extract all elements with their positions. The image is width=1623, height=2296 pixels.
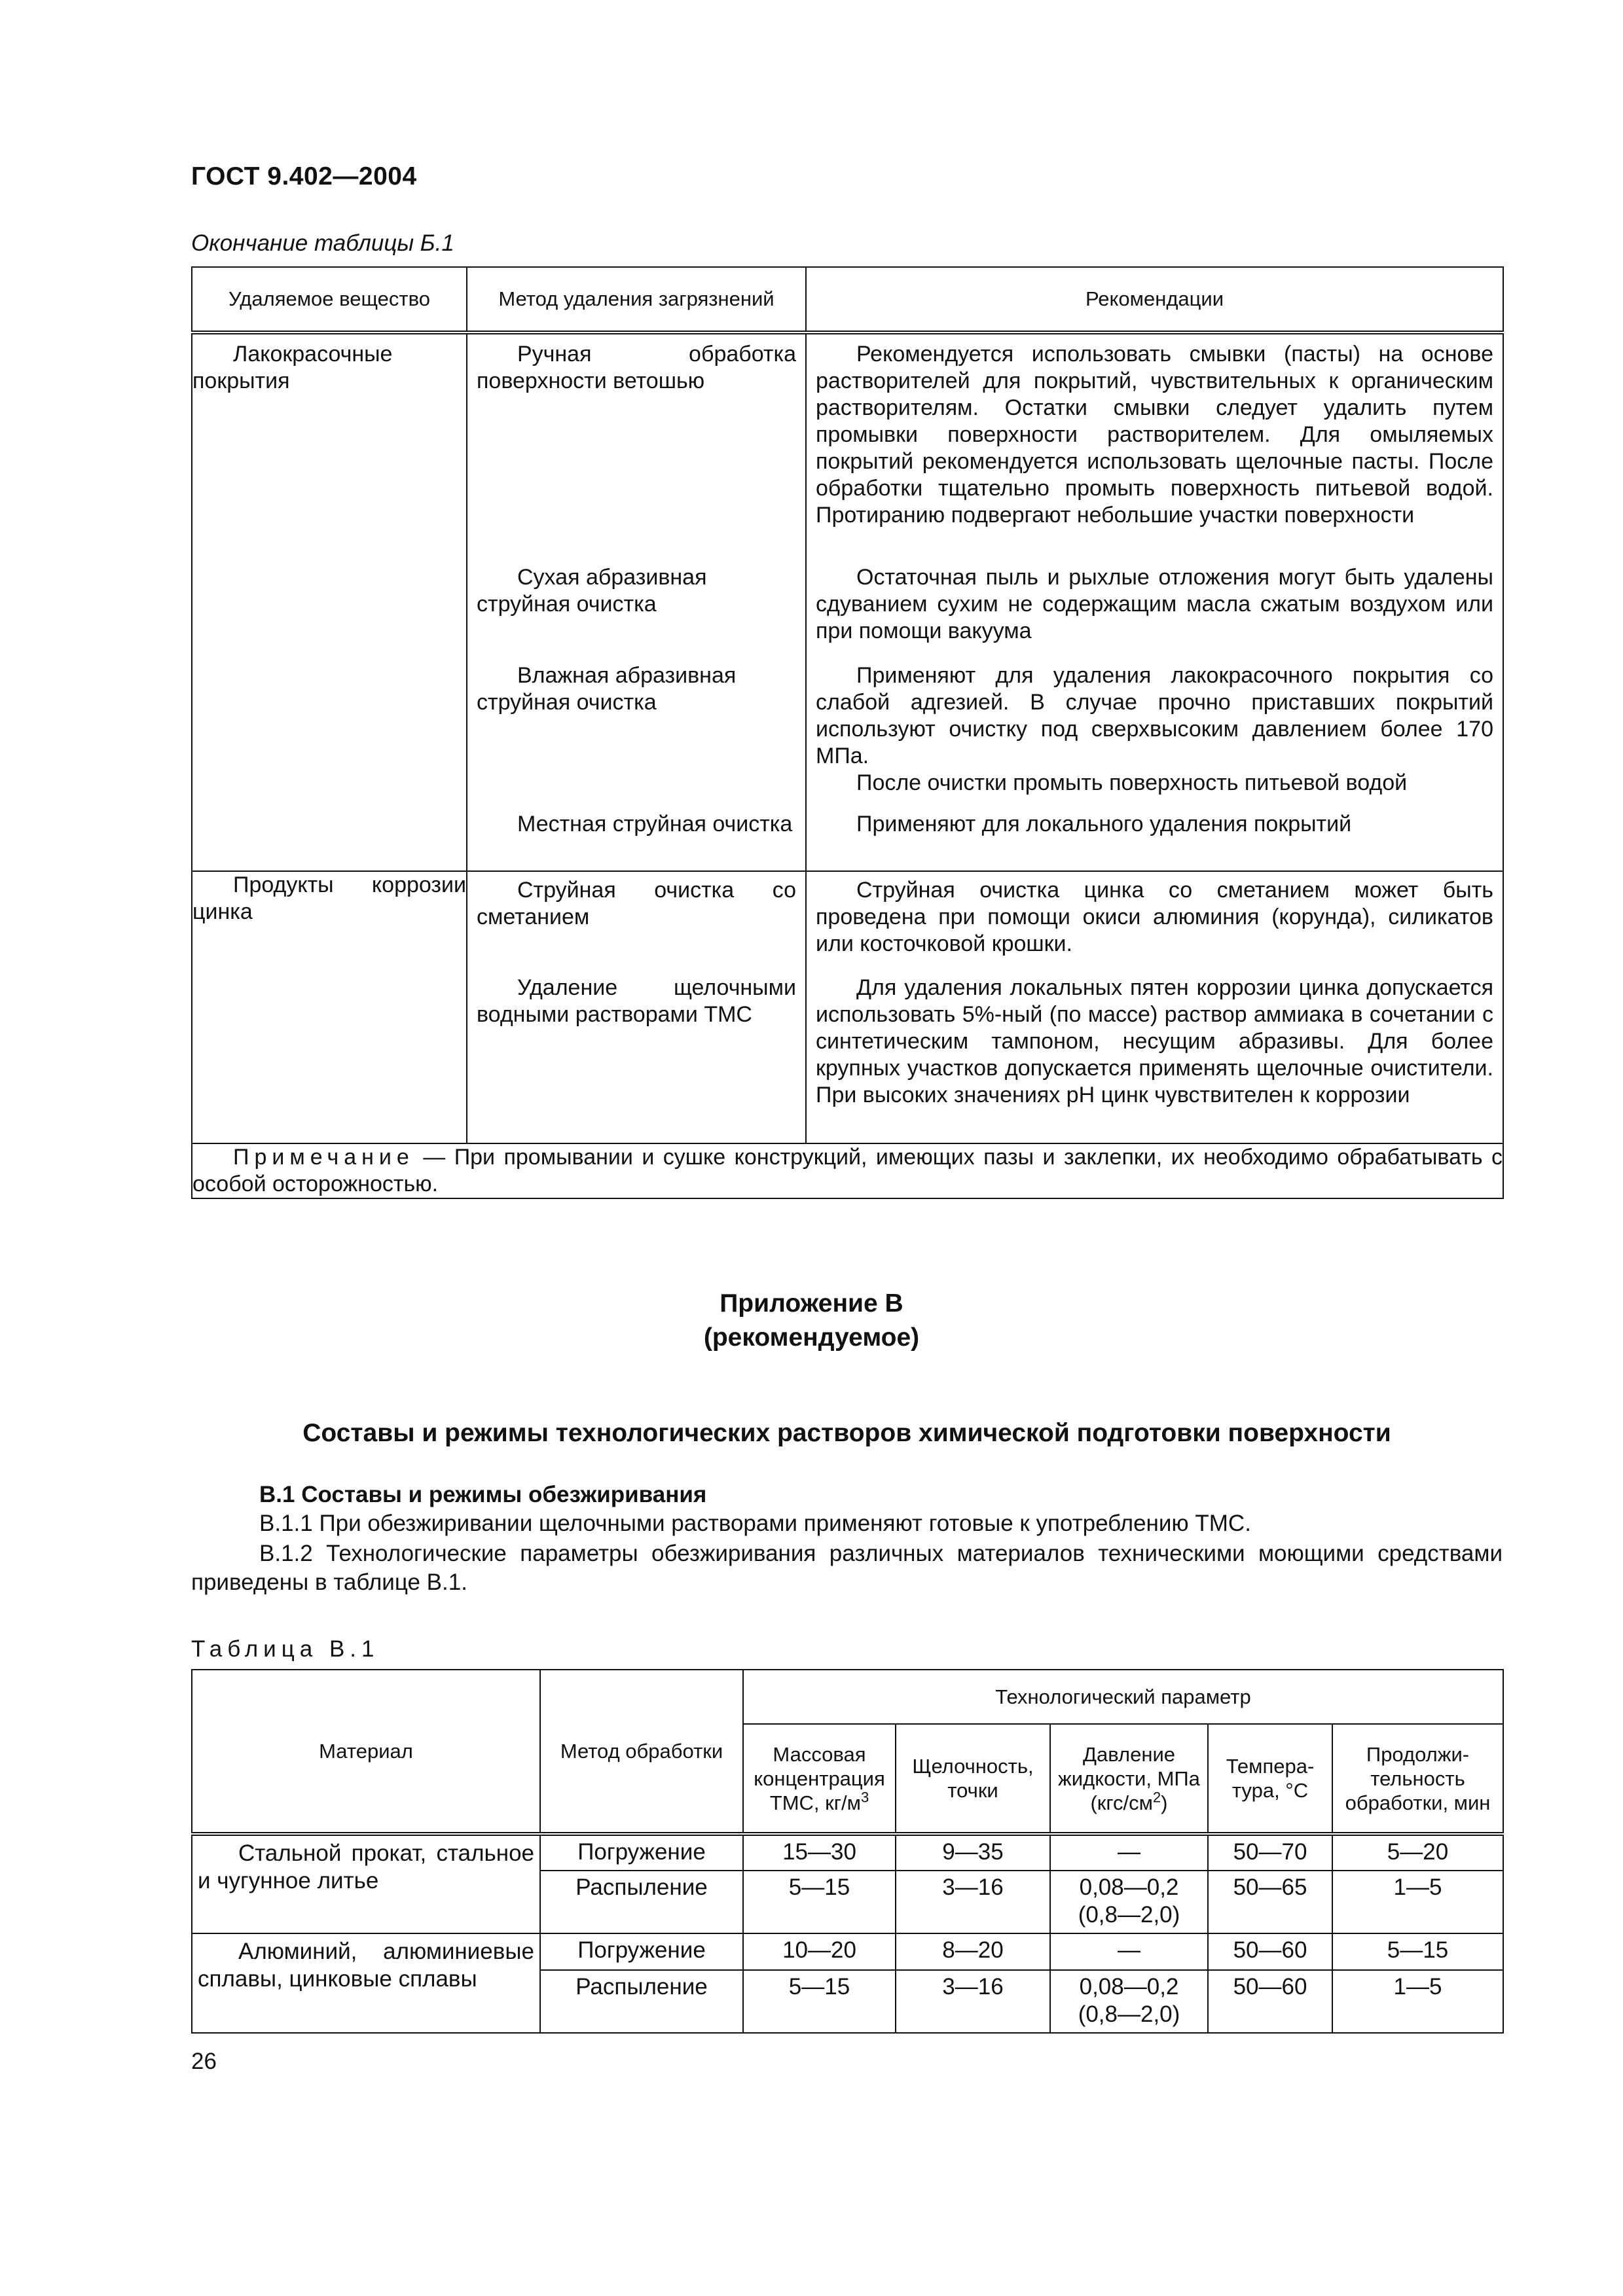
temperature-cell: 50—65: [1208, 1871, 1332, 1933]
pressure-cell: —: [1050, 1834, 1208, 1871]
table-continuation-caption: Окончание таблицы Б.1: [191, 230, 454, 256]
concentration-cell: 5—15: [743, 1970, 896, 2033]
column-header-duration: Продолжи-тельность обработки, мин: [1332, 1724, 1503, 1834]
alkalinity-cell: 3—16: [896, 1871, 1050, 1933]
note-label: Примечание: [233, 1145, 414, 1170]
table-header-row: [192, 1670, 1503, 1724]
column-header: Метод удаления загрязнений: [467, 267, 806, 332]
duration-cell: 1—5: [1332, 1970, 1503, 2033]
recommendation-cell: Рекомендуется использовать смывки (пасты) на основе растворителей для покрытий, чувствительных к органическим растворителям. Остатки смывки следует удалить путем промывки поверхности растворителем. Для омыляемых покрытий рекомендуется использовать щелочные пасты. После обработки тщательно промыть поверхность питьевой водой. Протиранию подвергают небольшие участки поверхности: [806, 332, 1503, 559]
table-row: [192, 332, 1503, 559]
column-header: Рекомендации: [806, 267, 1503, 332]
appendix-title: Приложение В: [720, 1289, 903, 1318]
column-header-group: Технологический параметр: [743, 1670, 1503, 1724]
page-number: 26: [191, 2049, 217, 2074]
material-cell: Стальной прокат, стальное и чугунное литье: [192, 1834, 540, 1933]
concentration-cell: 5—15: [743, 1871, 896, 1933]
pressure-cell: 0,08—0,2 (0,8—2,0): [1050, 1871, 1208, 1933]
material-cell: Алюминий, алюминиевые сплавы, цинковые сплавы: [192, 1933, 540, 2033]
method-cell: Сухая абразивная струйная очистка: [467, 559, 806, 657]
duration-cell: 5—15: [1332, 1933, 1503, 1970]
recommendation-cell: Для удаления локальных пятен коррозии цинка допускается использовать 5%-ный (по массе) раствор аммиака в сочетании с синтетическим тампоном, несущим абразивы. Для более крупных участков допускается применять щелочные очистители. При высоких значениях pH цинк чувствителен к коррозии: [806, 969, 1503, 1143]
concentration-cell: 15—30: [743, 1834, 896, 1871]
section-title: Составы и режимы технологических растворов химической подготовки поверхности: [302, 1419, 1391, 1447]
column-header-material: Материал: [192, 1670, 540, 1834]
method-cell: Ручная обработка поверхности ветошью: [467, 332, 806, 559]
concentration-cell: 10—20: [743, 1933, 896, 1970]
subsection-heading: В.1 Составы и режимы обезжиривания: [259, 1482, 707, 1507]
temperature-cell: 50—70: [1208, 1834, 1332, 1871]
table-note-row: [192, 1143, 1503, 1198]
column-header-pressure: Давление жидкости, МПа $(кгс/см^2)$: [1050, 1724, 1208, 1834]
recommendation-cell: Применяют для локального удаления покрытий: [806, 806, 1503, 871]
method-cell: Погружение: [540, 1834, 743, 1871]
degreasing-parameters-table: [191, 1669, 1504, 2034]
temperature-cell: 50—60: [1208, 1933, 1332, 1970]
column-header: Удаляемое вещество: [192, 267, 467, 332]
table-row: [192, 1933, 1503, 1970]
column-header-alkalinity: Щелочность, точки: [896, 1724, 1050, 1834]
duration-cell: 5—20: [1332, 1834, 1503, 1871]
table-note: [192, 1143, 1503, 1198]
method-cell: Местная струйная очистка: [467, 806, 806, 871]
pressure-cell: —: [1050, 1933, 1208, 1970]
method-cell: Распыление: [540, 1970, 743, 2033]
column-header-temperature: Темпера-тура, °С: [1208, 1724, 1332, 1834]
table-row: [192, 1834, 1503, 1871]
appendix-subtitle: (рекомендуемое): [703, 1323, 920, 1352]
paragraph: В.1.2 Технологические параметры обезжиривания различных материалов техническими моющими средствами приведены в таблице В.1.: [191, 1541, 1503, 1595]
recommendation-cell: Струйная очистка цинка со сметанием может быть проведена при помощи окиси алюминия (корунда), силикатов или косточковой крошки.: [806, 871, 1503, 969]
document-code: ГОСТ 9.402—2004: [191, 162, 417, 190]
table-label: Таблица В.1: [191, 1636, 380, 1662]
note-text: — При промывании и сушке конструкций, имеющих пазы и заклепки, их необходимо обрабатывать с особой осторожностью.: [192, 1145, 1503, 1196]
method-cell: Погружение: [540, 1933, 743, 1970]
duration-cell: 1—5: [1332, 1871, 1503, 1933]
method-cell: Удаление щелочными водными растворами ТМС: [467, 969, 806, 1143]
substance-cell: Продукты коррозии цинка: [192, 871, 467, 1143]
method-cell: Влажная абразивная струйная очистка: [467, 657, 806, 806]
table-header-row: [192, 267, 1503, 332]
recommendation-cell: Применяют для удаления лакокрасочного покрытия со слабой адгезией. В случае прочно приставших покрытий используют очистку под сверхвысоким давлением более 170 МПа. После очистки промыть поверхность питьевой водой: [806, 657, 1503, 806]
table-row: [192, 871, 1503, 969]
alkalinity-cell: 3—16: [896, 1970, 1050, 2033]
cleaning-methods-table: [191, 266, 1504, 1199]
method-cell: Распыление: [540, 1871, 743, 1933]
recommendation-cell: Остаточная пыль и рыхлые отложения могут быть удалены сдуванием сухим не содержащим масла сжатым воздухом или при помощи вакуума: [806, 559, 1503, 657]
method-cell: Струйная очистка со сметанием: [467, 871, 806, 969]
alkalinity-cell: 8—20: [896, 1933, 1050, 1970]
column-header-concentration: Массовая концентрация ТМС, $кг/м^3$: [743, 1724, 896, 1834]
substance-cell: Лакокрасочные покрытия: [192, 332, 467, 871]
temperature-cell: 50—60: [1208, 1970, 1332, 2033]
column-header-method: Метод обработки: [540, 1670, 743, 1834]
pressure-cell: 0,08—0,2 (0,8—2,0): [1050, 1970, 1208, 2033]
alkalinity-cell: 9—35: [896, 1834, 1050, 1871]
paragraph: В.1.1 При обезжиривании щелочными растворами применяют готовые к употреблению ТМС.: [259, 1511, 1251, 1536]
